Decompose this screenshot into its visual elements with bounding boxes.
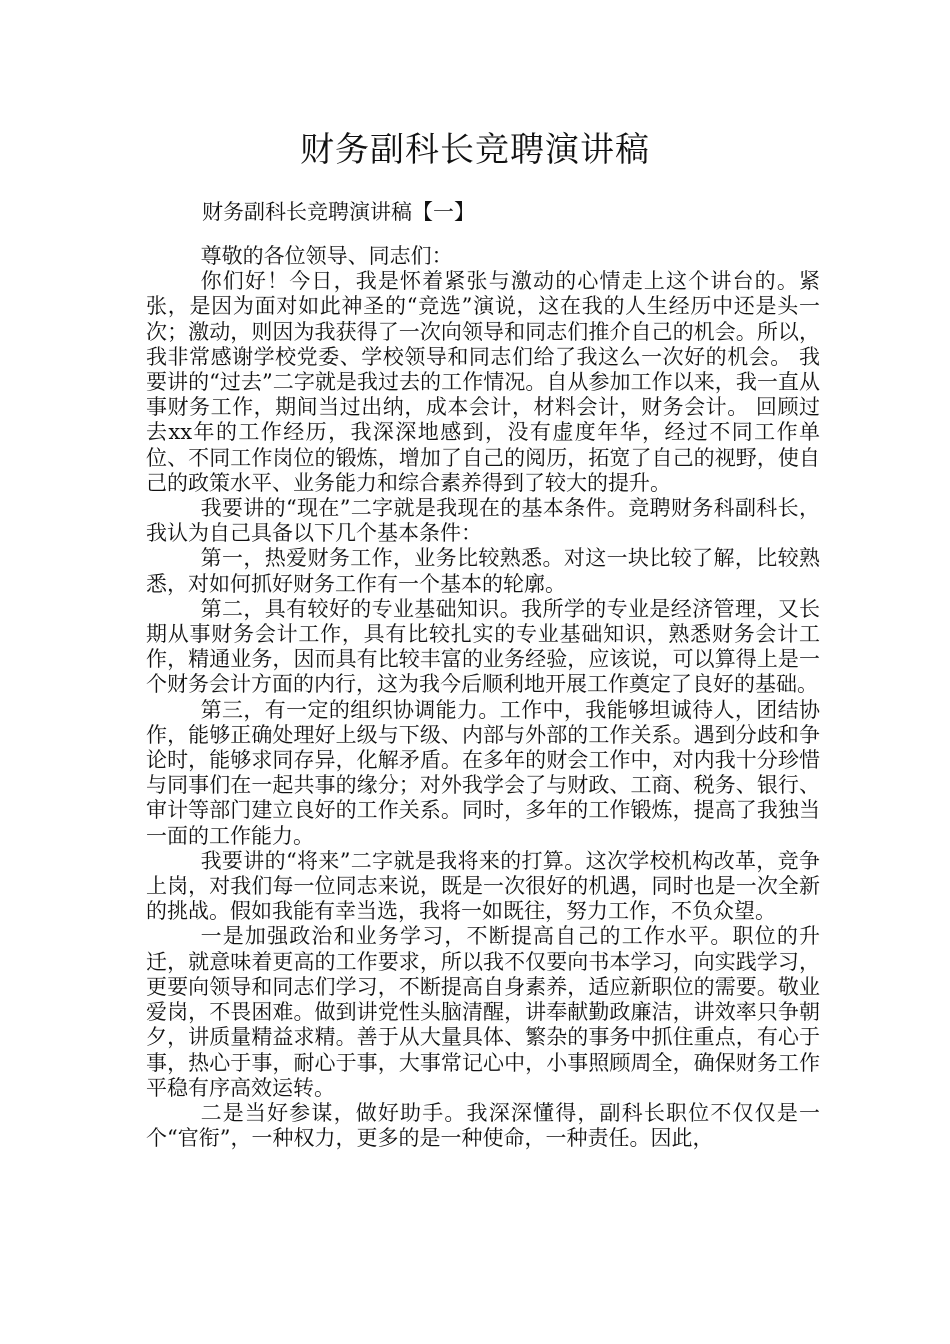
paragraph: 我要讲的“现在”二字就是我现在的基本条件。竞聘财务科副科长，我认为自己具备以下几个基本条件：: [146, 496, 820, 546]
paragraph: 第一，热爱财务工作，业务比较熟悉。对这一块比较了解，比较熟悉，对如何抓好财务工作有一个基本的轮廓。: [146, 546, 820, 596]
document-body: [146, 244, 820, 1151]
paragraph: 二是当好参谋，做好助手。我深深懂得，副科长职位不仅仅是一个“官衔”，一种权力，更多的是一种使命，一种责任。因此，: [146, 1100, 820, 1151]
paragraph: 第三，有一定的组织协调能力。工作中，我能够坦诚待人，团结协作，能够正确处理好上级与下级、内部与外部的工作关系。遇到分歧和争论时，能够求同存异，化解矛盾。在多年的财会工作中，对内我十分珍惜与同事们在一起共事的缘分；对外我学会了与财政、工商、税务、银行、审计等部门建立良好的工作关系。同时，多年的工作锻炼，提高了我独当一面的工作能力。: [146, 697, 820, 848]
paragraph-salutation: 尊敬的各位领导、同志们：: [200, 244, 453, 268]
paragraph: 第二，具有较好的专业基础知识。我所学的专业是经济管理，又长期从事财务会计工作，具有比较扎实的专业基础知识，熟悉财务会计工作，精通业务，因而具有比较丰富的业务经验，应该说，可以算得上是一个财务会计方面的内行，这为我今后顺利地开展工作奠定了良好的基础。: [146, 596, 820, 697]
document-title: 财务副科长竞聘演讲稿: [300, 130, 650, 170]
paragraph: 一是加强政治和业务学习，不断提高自己的工作水平。职位的升迁，就意味着更高的工作要求，所以我不仅要向书本学习，向实践学习，更要向领导和同志们学习，不断提高自身素养，适应新职位的需要。敬业爱岗，不畏困难。做到讲党性头脑清醒，讲奉献勤政廉洁，讲效率只争朝夕，讲质量精益求精。善于从大量具体、繁杂的事务中抓住重点，有心于事，热心于事，耐心于事，大事常记心中，小事照顾周全，确保财务工作平稳有序高效运转。: [146, 924, 820, 1100]
paragraph: 你们好！今日，我是怀着紧张与激动的心情走上这个讲台的。紧张，是因为面对如此神圣的“竞选”演说，这在我的人生经历中还是头一次；激动，则因为我获得了一次向领导和同志们推介自己的机会。所以，我非常感谢学校党委、学校领导和同志们给了我这么一次好的机会。 我要讲的“过去”二字就是我过去的工作情况。自从参加工作以来，我一直从事财务工作，期间当过出纳，成本会计，材料会计，财务会计。 回顾过去xx年的工作经历，我深深地感到，没有虚度年华，经过不同工作单位、不同工作岗位的锻炼，增加了自己的阅历，拓宽了自己的视野，使自己的政策水平、业务能力和综合素养得到了较大的提升。: [146, 269, 820, 495]
document-subtitle: 财务副科长竞聘演讲稿【一】: [202, 200, 475, 224]
paragraph: 我要讲的“将来”二字就是我将来的打算。这次学校机构改革，竞争上岗，对我们每一位同志来说，既是一次很好的机遇，同时也是一次全新的挑战。假如我能有幸当选，我将一如既往，努力工作，不负众望。: [146, 848, 820, 924]
